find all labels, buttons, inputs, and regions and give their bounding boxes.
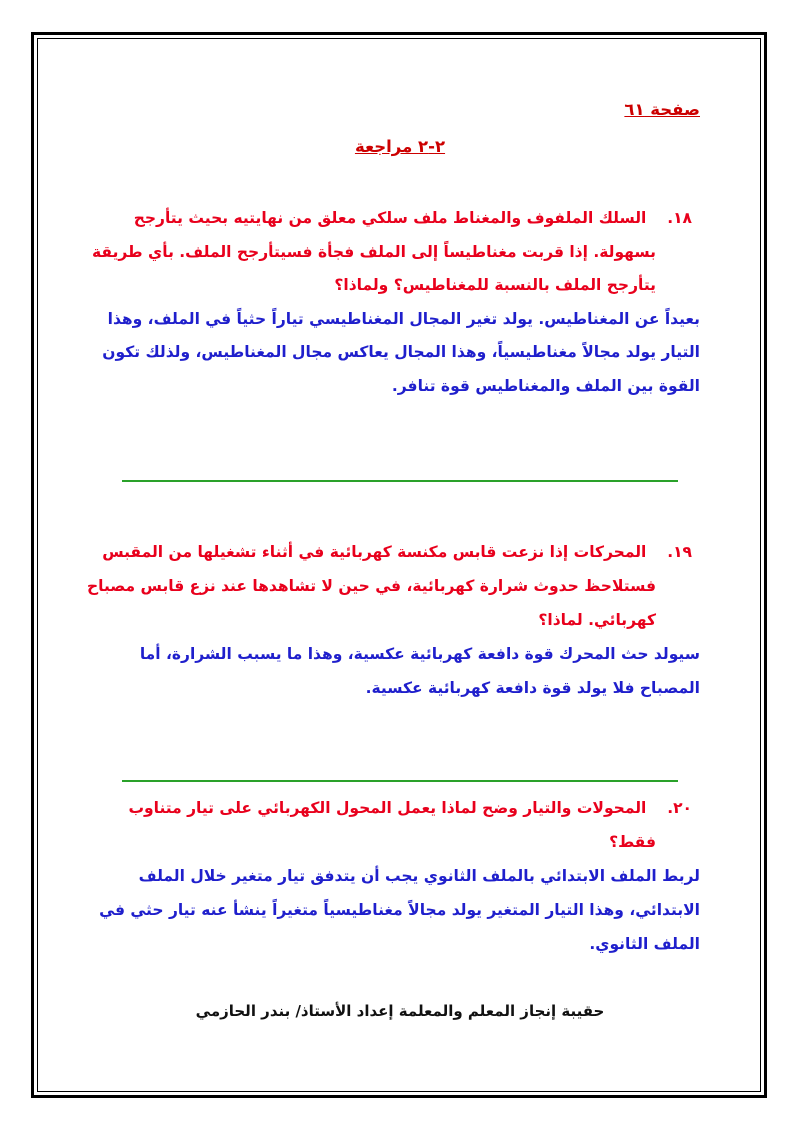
question-20-line-2: فقط؟ <box>609 833 656 851</box>
question-20-line-1 <box>100 798 692 818</box>
answer-20-line-3: الملف الثانوي. <box>589 935 700 953</box>
question-20-text: المحولات والتيار وضح لماذا يعمل المحول الكهربائي على تيار متناوب <box>128 799 647 817</box>
question-18-line-1 <box>100 208 692 228</box>
page-footer: حقيبة إنجاز المعلم والمعلمة إعداد الأستاذ/ بندر الحازمي <box>195 1002 605 1020</box>
question-19-line-3: كهربائي. لماذا؟ <box>538 611 656 629</box>
answer-18-line-2: التيار يولد مجالاً مغناطيسياً، وهذا المجال يعاكس مجال المغناطيس، ولذلك تكون <box>102 343 700 361</box>
question-18-text: السلك الملفوف والمغناط ملف سلكي معلق من نهايتيه بحيث يتأرجح <box>133 209 647 227</box>
question-19-text: المحركات إذا نزعت قابس مكنسة كهربائية في أثناء تشغيلها من المقبس <box>102 543 647 561</box>
question-19-number: ١٩. <box>667 543 692 561</box>
answer-18-line-3: القوة بين الملف والمغناطيس قوة تنافر. <box>391 377 700 395</box>
question-18-line-2: بسهولة. إذا قربت مغناطيساً إلى الملف فجأة فسيتأرجح الملف. بأي طريقة <box>92 243 656 261</box>
section-title: ٢-٢ مراجعة <box>354 137 446 156</box>
answer-20-line-2: الابتدائي، وهذا التيار المتغير يولد مجالاً مغناطيسياً متغيراً ينشأ عنه تيار حثي في <box>99 901 700 919</box>
separator-line-1 <box>122 480 678 482</box>
answer-20-line-1: لربط الملف الابتدائي بالملف الثانوي يجب أن يتدفق تيار متغير خلال الملف <box>138 867 700 885</box>
answer-19-line-2: المصباح فلا يولد قوة دافعة كهربائية عكسية. <box>365 679 700 697</box>
answer-19-line-1: سيولد حث المحرك قوة دافعة كهربائية عكسية، وهذا ما يسبب الشرارة، أما <box>139 645 700 663</box>
document-page-lower <box>100 780 700 1100</box>
question-18-line-3: يتأرجح الملف بالنسبة للمغناطيس؟ ولماذا؟ <box>334 276 656 294</box>
page-label: صفحة ٦١ <box>624 100 700 119</box>
question-20-number: ٢٠. <box>667 799 692 817</box>
answer-18-line-1: بعيداً عن المغناطيس. يولد تغير المجال المغناطيسي تياراً حثياً في الملف، وهذا <box>107 310 700 328</box>
question-19-line-2: فستلاحظ حدوث شرارة كهربائية، في حين لا تشاهدها عند نزع قابس مصباح <box>86 577 656 595</box>
question-18-number: ١٨. <box>667 209 692 227</box>
question-19-line-1 <box>100 542 692 562</box>
